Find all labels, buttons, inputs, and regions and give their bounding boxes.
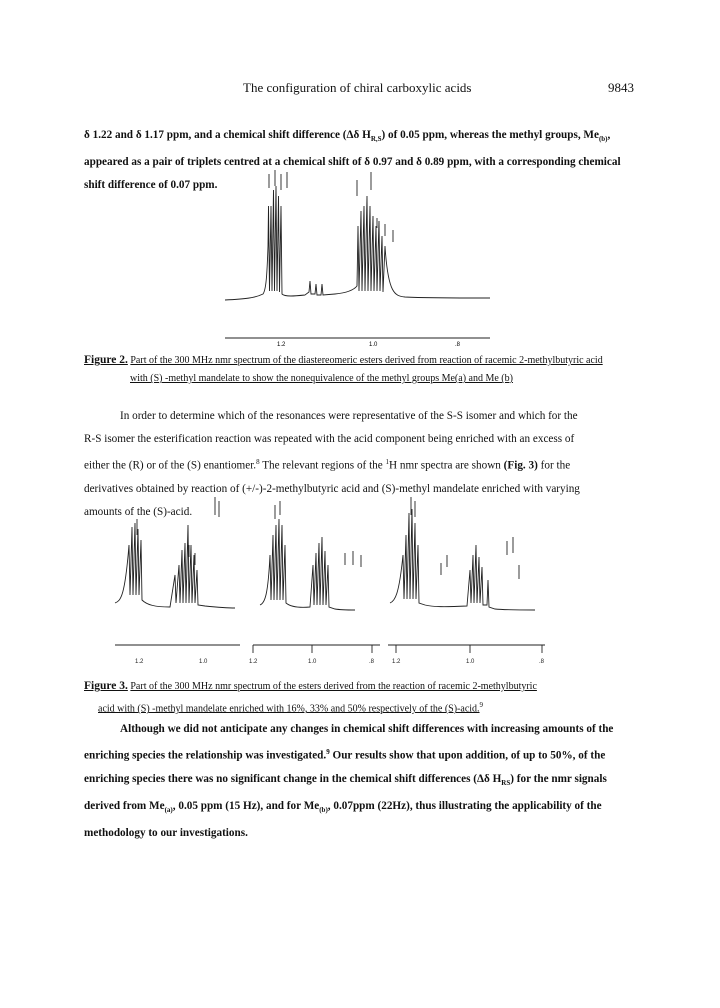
figure-3-label: Figure 3. (84, 680, 128, 692)
paragraph-3-line-2: enriching species the relationship was investigated.$^9$ Our results show that upon addition, of up to 50%, of the (84, 748, 606, 762)
running-title: The configuration of chiral carboxylic acids (243, 80, 472, 95)
page-number: 9843 (608, 80, 634, 95)
figure-3-caption-text-a: Part of the 300 MHz nmr spectrum of the esters derived from the reaction of racemic 2-methylbutyric (130, 681, 537, 692)
paragraph-3-line-5: methodology to our investigations. (84, 827, 248, 840)
figure-3-axes (115, 645, 545, 653)
running-header (0, 80, 720, 100)
figure-3-tick-label: 1.0 (199, 659, 208, 665)
figure-2-caption-text-a: Part of the 300 MHz nmr spectrum of the diastereomeric esters derived from reaction of racemic 2-methylbutyric acid (130, 355, 603, 366)
paragraph-1-line-2: appeared as a pair of triplets centred at a chemical shift of δ 0.97 and δ 0.89 ppm, with a corresponding chemical (84, 156, 621, 169)
figure-3-tick-label: 1.2 (135, 659, 144, 665)
figure-3-tick-labels (135, 659, 545, 665)
figure-3-caption-text-b: acid with (S) -methyl mandelate enriched with 16%, 33% and 50% respectively of the (S)-acid. (98, 703, 480, 715)
paragraph-2-line-3: either the (R) or of the (S) enantiomer.$^8$ The relevant regions of the $^1$H nmr spectra are shown (Fig. 3) for the (84, 458, 571, 472)
paragraph-2-line-4: derivatives obtained by reaction of (+/-)-2-methylbutyric acid and (S)-methyl mandelate enriched with varying (84, 482, 580, 495)
paragraph-3-line-3: enriching species there was no significant change in the chemical shift differences (Δδ $H_{RS}$) for the nmr signals (84, 772, 607, 787)
figure-2-tick-label: 1.2 (277, 342, 286, 348)
paragraph-3 (84, 718, 640, 845)
paragraph-3-line-1: Although we did not anticipate any changes in chemical shift differences with increasing amounts of the (120, 723, 614, 735)
figure-2-spectrum (225, 166, 490, 356)
figure-2-caption-text-b: with (S) -methyl mandelate to show the nonequivalence of the methyl groups Me(a) and Me (b) (130, 373, 513, 384)
paragraph-2-line-1: In order to determine which of the resonances were representative of the S-S isomer and which for the (120, 410, 578, 422)
figure-2-caption (84, 351, 644, 388)
figure-2-label: Figure 2. (84, 354, 128, 366)
figure-3-tick-label: 1.0 (466, 659, 475, 665)
figure-2-tick-label: .8 (455, 342, 461, 348)
figure-3-reference: (Fig. 3) (503, 459, 538, 472)
figure-3-traces (115, 509, 535, 610)
figure-2-trace (225, 186, 490, 300)
figure-3-tick-label: .8 (539, 659, 545, 665)
figure-3-caption: Figure 3. Part of the 300 MHz nmr spectrum of the esters derived from the reaction of racemic 2-methylbutyric acid with (S) -methyl mandelate enriched with 16%, 33% and 50% respectively of the (S)-acid.$^9$ (84, 680, 537, 715)
figure-3-tick-label: 1.2 (249, 659, 258, 665)
paragraph-2-line-5: amounts of the (S)-acid. (84, 505, 193, 518)
paragraph-1-line-3: shift difference of 0.07 ppm. (84, 179, 218, 192)
paragraph-2-line-2: R-S isomer the esterification reaction was repeated with the acid component being enriched with an excess of (84, 433, 575, 445)
figure-2-tick-label: 1.0 (369, 342, 378, 348)
figure-3-tick-label: .8 (369, 659, 375, 665)
figure-2-integral-marks (269, 170, 393, 242)
figure-3-spectra (115, 495, 555, 675)
figure-3-tick-label: 1.2 (392, 659, 401, 665)
figure-3-tick-label: 1.0 (308, 659, 317, 665)
paragraph-3-line-4: derived from $Me_{(a)}$, 0.05 ppm (15 Hz), and for $Me_{(b)}$, 0.07ppm (22Hz), thus illustrating the applicability of the (84, 799, 602, 815)
paragraph-1-line-1: δ 1.22 and δ 1.17 ppm, and a chemical shift difference (Δδ $H_{R,S}$) of 0.05 ppm, whereas the methyl groups, $Me_{(b)}$, (84, 129, 611, 144)
